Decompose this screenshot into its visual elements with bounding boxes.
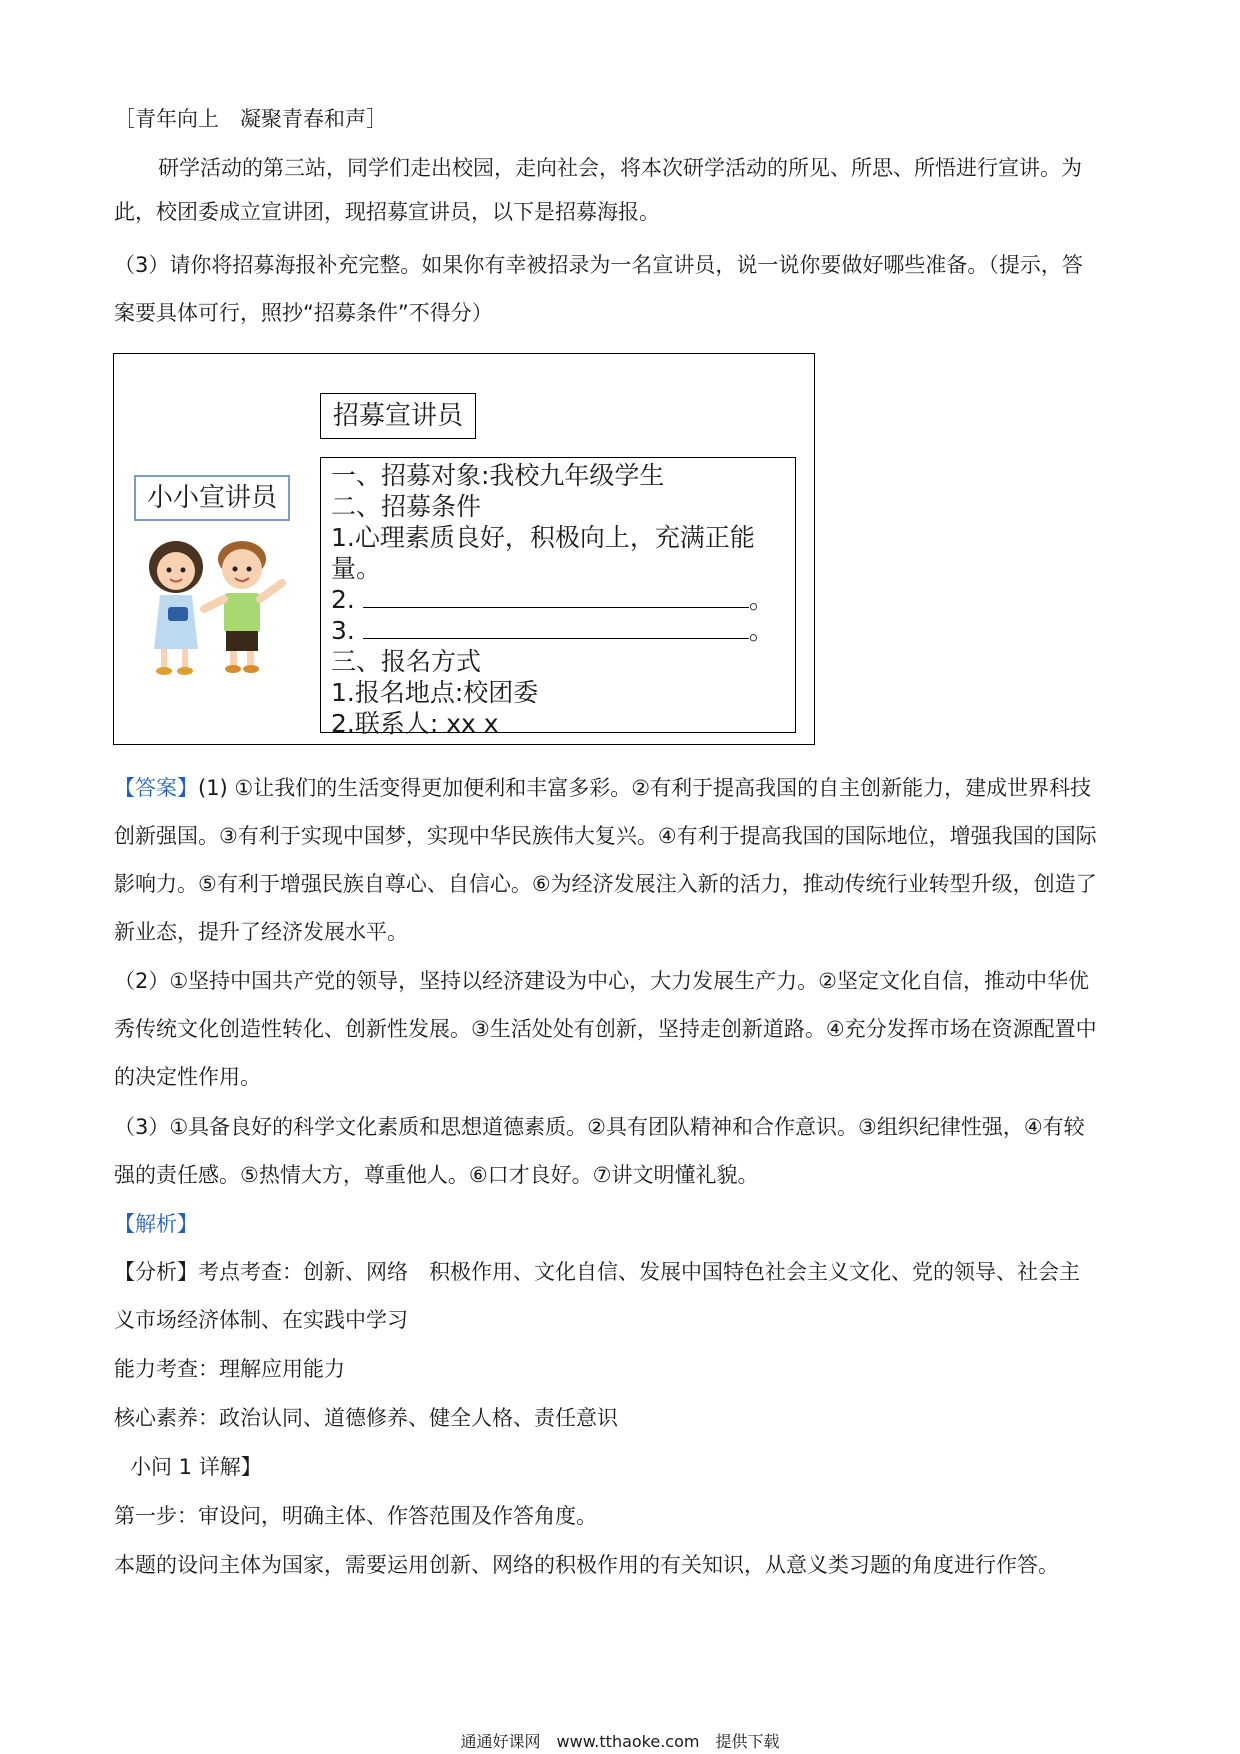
analysis-body: 本题的设问主体为国家，需要运用创新、网络的积极作用的有关知识，从意义类习题的角度进行作答。 xyxy=(114,1553,1059,1577)
analysis-fenxi-line-1: 【分析】考点考查：创新、网络 积极作用、文化自信、发展中国特色社会主义文化、党的领导、社会主 xyxy=(114,1260,1080,1284)
condition-2-number: 2. xyxy=(331,585,355,614)
answer-p2-line-2: 秀传统文化创造性转化、创新性发展。③生活处处有创新，坚持走创新道路。④充分发挥市场在资源配置中 xyxy=(114,1017,1097,1041)
condition-1-cont: 量。 xyxy=(331,554,382,583)
condition-1: 1.心理素质良好，积极向上，充满正能 xyxy=(331,523,755,552)
condition-2-period: 。 xyxy=(748,585,774,614)
condition-2-row xyxy=(331,584,785,615)
sub-question-1-heading: 小问 1 详解】 xyxy=(130,1455,262,1479)
answer-p2-line-1: （2）①坚持中国共产党的领导，坚持以经济建设为中心，大力发展生产力。②坚定文化自信，推动中华优 xyxy=(114,969,1090,993)
condition-3-row xyxy=(331,615,785,646)
analysis-core: 核心素养：政治认同、道德修养、健全人格、责任意识 xyxy=(114,1406,618,1430)
answer-label: 【答案】 xyxy=(114,776,198,800)
signup-heading: 三、报名方式 xyxy=(331,647,482,676)
question-line-1: （3）请你将招募海报补充完整。如果你有幸被招录为一名宣讲员，说一说你要做好哪些准备。（提示，答 xyxy=(114,253,1083,277)
poster-content-box xyxy=(320,457,796,738)
analysis-step-1: 第一步：审设问，明确主体、作答范围及作答角度。 xyxy=(114,1504,597,1528)
analysis-label: 【解析】 xyxy=(114,1212,198,1236)
answer-p3-line-1: （3）①具备良好的科学文化素质和思想道德素质。②具有团队精神和合作意识。③组织纪律性强，④有较 xyxy=(114,1115,1085,1139)
condition-3-period: 。 xyxy=(748,616,774,645)
condition-2-blank[interactable] xyxy=(363,587,749,608)
question-line-2: 案要具体可行，照抄“招募条件”不得分） xyxy=(114,301,493,325)
answer-p2-line-3: 的决定性作用。 xyxy=(114,1065,261,1089)
condition-3-blank[interactable] xyxy=(363,618,749,639)
answer-line-1 xyxy=(114,773,1130,803)
answer-p1-line-4: 新业态，提升了经济发展水平。 xyxy=(114,920,408,944)
recruit-conditions-heading: 二、招募条件 xyxy=(331,492,482,521)
intro-line-2: 此，校团委成立宣讲团，现招募宣讲员，以下是招募海报。 xyxy=(114,200,660,224)
signup-contact: 2.联系人: xx x xyxy=(331,709,499,738)
answer-p3-line-2: 强的责任感。⑤热情大方，尊重他人。⑥口才良好。⑦讲文明懂礼貌。 xyxy=(114,1163,759,1187)
condition-3-number: 3. xyxy=(331,616,355,645)
footer-source: 通通好课网 www.tthaoke.com 提供下载 xyxy=(460,1732,780,1751)
analysis-ability: 能力考查：理解应用能力 xyxy=(114,1357,345,1381)
intro-line-1: 研学活动的第三站，同学们走出校园，走向社会，将本次研学活动的所见、所思、所悟进行宣讲。为 xyxy=(158,156,1082,180)
recruit-target: 一、招募对象:我校九年级学生 xyxy=(331,461,665,490)
poster-badge: 小小宣讲员 xyxy=(134,475,290,521)
children-illustration-icon xyxy=(134,537,286,683)
answer-p1-line-2: 创新强国。③有利于实现中国梦，实现中华民族伟大复兴。④有利于提高我国的国际地位，增强我国的国际 xyxy=(114,824,1097,848)
answer-p1-line-3: 影响力。⑤有利于增强民族自尊心、自信心。⑥为经济发展注入新的活力，推动传统行业转型升级，创造了 xyxy=(114,872,1097,896)
signup-place: 1.报名地点:校团委 xyxy=(331,678,539,707)
section-heading: ［青年向上 凝聚青春和声］ xyxy=(114,107,387,131)
poster-title: 招募宣讲员 xyxy=(320,393,476,439)
recruitment-poster xyxy=(113,353,815,745)
answer-p1-line-1: (1) ①让我们的生活变得更加便利和丰富多彩。②有利于提高我国的自主创新能力，建成世界科技 xyxy=(198,776,1092,800)
analysis-fenxi-line-2: 义市场经济体制、在实践中学习 xyxy=(114,1308,408,1332)
